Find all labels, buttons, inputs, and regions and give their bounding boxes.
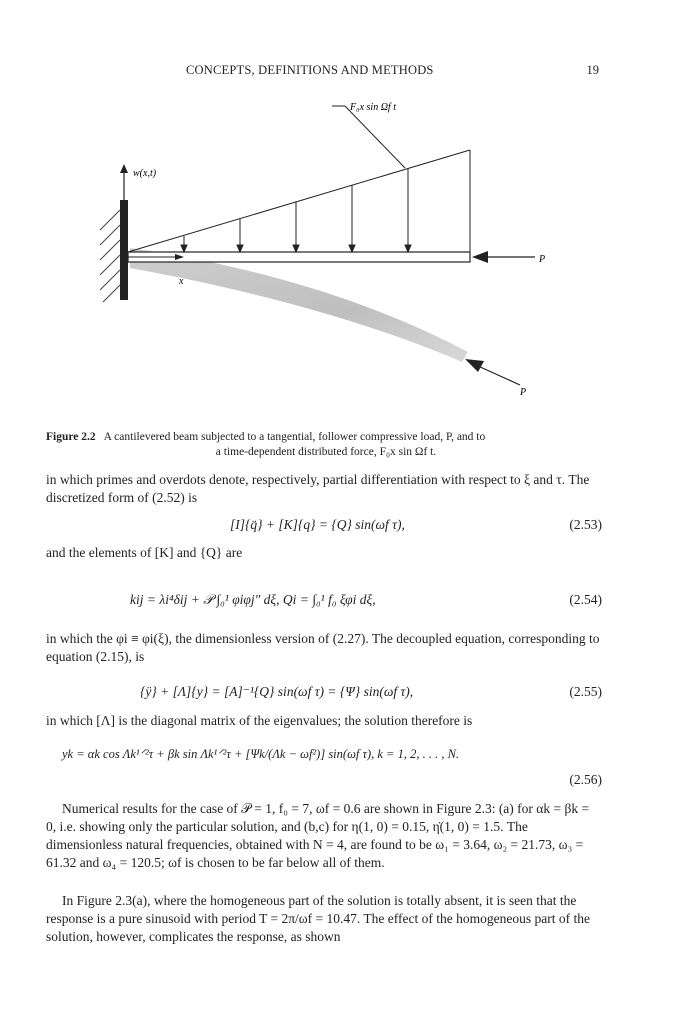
w-label: w(x,t): [133, 168, 157, 179]
deflected-beam-shape: [130, 248, 468, 362]
load-envelope: [128, 150, 470, 252]
paragraph-4: in which [Λ] is the diagonal matrix of the eigenvalues; the solution therefore is: [46, 713, 473, 728]
p-label-top: P: [539, 254, 546, 265]
caption-label: Figure 2.2: [46, 431, 96, 443]
caption-line-2: a time-dependent distributed force, F₀x sin Ωf t.: [215, 446, 437, 458]
load-label: F₀x sin Ωf t: [350, 102, 396, 113]
equation-number-2-53: (2.53): [569, 517, 602, 532]
paragraph-3: in which the φi ≡ φi(ξ), the dimensionless version of (2.27). The decoupled equation, corresponding to equation (2.15), is: [46, 631, 600, 664]
fixed-wall: [120, 200, 128, 300]
w-axis-arrowhead: [120, 164, 128, 173]
equation-2-54: kij = λi⁴δij + 𝒫 ∫₀¹ φiφj″ dξ, Qi = ∫₀¹ f₀ ξφi dξ,: [130, 592, 376, 607]
wall-hatching: [100, 210, 120, 302]
p-arrowhead-top: [472, 251, 488, 263]
load-leader: [345, 106, 405, 168]
equation-number-2-56: (2.56): [569, 772, 602, 787]
paragraph-6: In Figure 2.3(a), where the homogeneous part of the solution is totally absent, it is seen that the response is a pure sinusoid with period T = 2π/ωf = 10.47. The effect of the homogeneous part of the solution, however, complicates the response, as shown: [46, 893, 590, 944]
caption-line-1: A cantilevered beam subjected to a tangential, follower compressive load, P, and to: [103, 431, 486, 443]
figure-caption: [46, 430, 606, 460]
p-label-bottom: P: [520, 387, 527, 398]
cantilever-beam-figure: [0, 80, 694, 420]
equation-2-56: yk = αk cos Λk¹ᐟ²τ + βk sin Λk¹ᐟ²τ + [Ψk/(Λk − ωf²)] sin(ωf τ), k = 1, 2, . . . , N.: [62, 747, 460, 761]
paragraph-5: Numerical results for the case of 𝒫 = 1, f₀ = 7, ωf = 0.6 are shown in Figure 2.3: (a) for αk = βk = 0, i.e. showing only the particular solution, and (b,c) for η(1, 0) = 0.15, η̇(1, 0) = 1.5. The dimensionless natural frequencies, obtained with N = 4, are found to be ω₁ = 3.64, ω₂ = 21.73, ω₃ = 61.32 and ω₄ = 120.5; ωf is chosen to be far below all of them.: [46, 801, 590, 870]
equation-number-2-54: (2.54): [569, 592, 602, 607]
page-number: 19: [586, 63, 599, 77]
x-label: x: [179, 276, 184, 287]
equation-2-53: [I]{q̈} + [K]{q} = {Q} sin(ωf τ),: [230, 517, 405, 532]
running-title: CONCEPTS, DEFINITIONS AND METHODS: [186, 63, 434, 77]
paragraph-2: and the elements of [K] and {Q} are: [46, 545, 243, 560]
load-arrows: [181, 169, 411, 252]
paragraph-1: in which primes and overdots denote, respectively, partial differentiation with respect to ξ and τ. The discretized form of (2.52) is: [46, 472, 590, 505]
equation-2-55: {ÿ} + [Λ]{y} = [A]⁻¹{Q} sin(ωf τ) = {Ψ} sin(ωf τ),: [140, 684, 414, 699]
equation-number-2-55: (2.55): [569, 684, 602, 699]
p-arrowhead-bottom: [465, 359, 484, 372]
